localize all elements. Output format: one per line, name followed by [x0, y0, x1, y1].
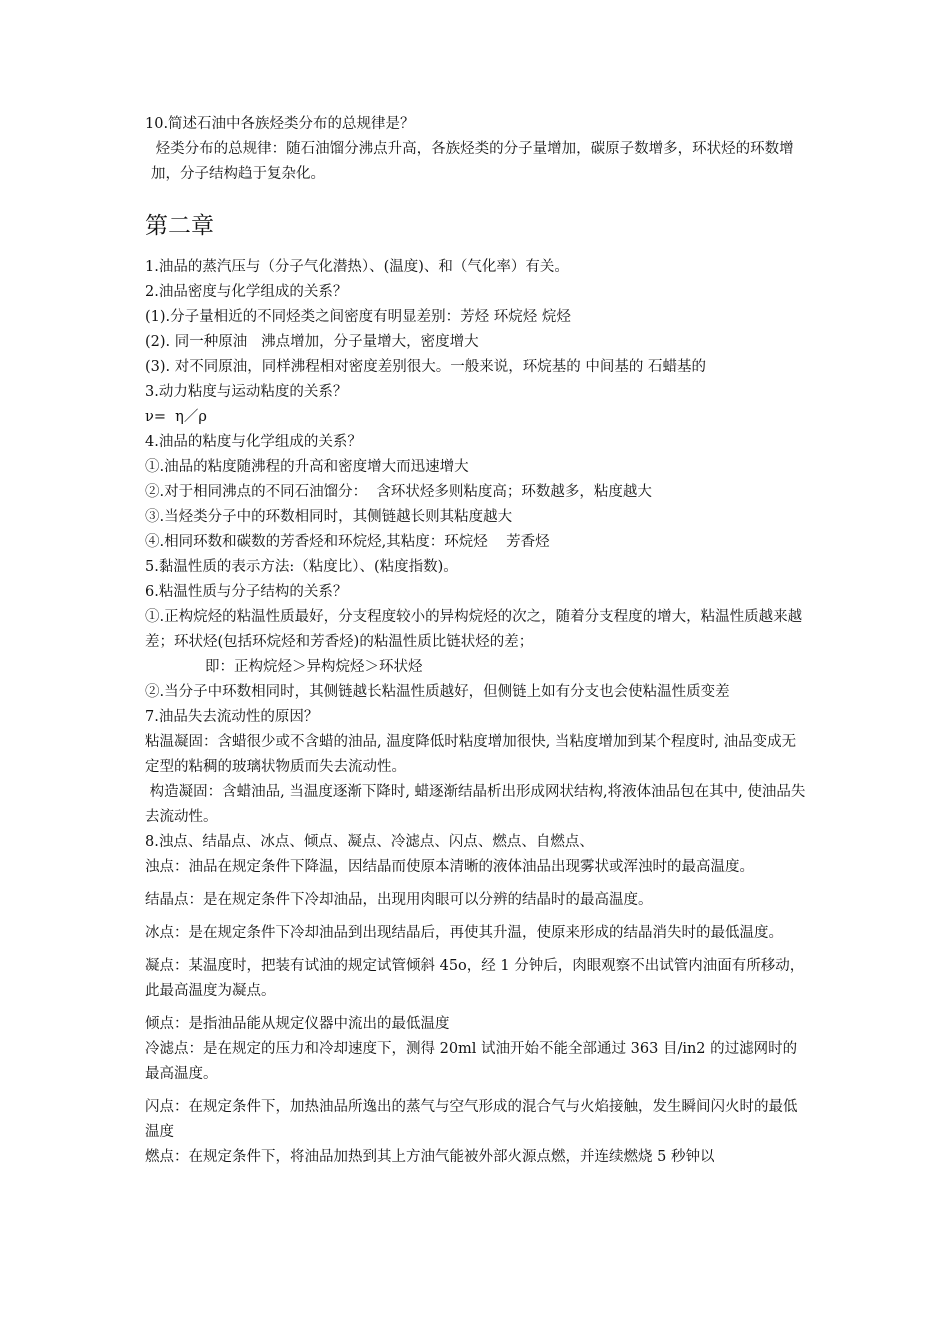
viscosity-temperature-methods: 5.黏温性质的表示方法:（粘度比）、(粘度指数)。 [145, 559, 458, 575]
question-viscosity-structure: 6.粘温性质与分子结构的关系？ [145, 584, 348, 600]
density-point-1: (1).分子量相近的不同烃类之间密度有明显差别：芳烃 环烷烃 烷烃 [145, 309, 571, 325]
viscosity-formula: ν= η／ρ [145, 409, 207, 425]
viscosity-point-3: ③.当烃类分子中的环数相同时，其侧链越长则其粘度越大 [145, 509, 513, 525]
document-page [145, 112, 810, 1170]
viscosity-point-1: ①.油品的粘度随沸程的升高和密度增大而迅速增大 [145, 459, 469, 475]
question-fluidity-loss: 7.油品失去流动性的原因？ [145, 709, 319, 725]
def-cold-filter-point: 冷滤点：是在规定的压力和冷却速度下，测得 20ml 试油开始不能全部通过 363 目/in2 的过滤网时的最高温度。 [145, 1041, 798, 1082]
structure-summary: 即：正构烷烃＞异构烷烃＞环状烃 [205, 659, 423, 675]
question-10: 10.简述石油中各族烃类分布的总规律是？ [145, 116, 415, 132]
viscosity-point-4: ④.相同环数和碳数的芳香烃和环烷烃,其粘度：环烷烃 芳香烃 [145, 534, 550, 550]
chapter-title: 第二章 [145, 213, 214, 239]
def-cloud-point: 浊点：油品在规定条件下降温，因结晶而使原本清晰的液体油品出现雾状或浑浊时的最高温度。 [145, 859, 754, 875]
question-viscosity-relation: 3.动力粘度与运动粘度的关系？ [145, 384, 348, 400]
viscous-solidification: 粘温凝固：含蜡很少或不含蜡的油品, 温度降低时粘度增加很快, 当粘度增加到某个程度时, 油品变成无定型的粘稠的玻璃状物质而失去流动性。 [145, 734, 797, 775]
viscosity-point-2: ②.对于相同沸点的不同石油馏分： 含环状烃多则粘度高；环数越多，粘度越大 [145, 484, 652, 500]
structure-point-1: ①.正构烷烃的粘温性质最好，分支程度较小的异构烷烃的次之，随着分支程度的增大，粘温性质越来越差；环状烃(包括环烷烃和芳香烃)的粘温性质比链状烃的差； [145, 609, 803, 650]
structural-solidification: 构造凝固：含蜡油品, 当温度逐渐下降时, 蜡逐渐结晶析出形成网状结构,将液体油品包在其中, 使油品失去流动性。 [145, 784, 806, 825]
question-viscosity-composition: 4.油品的粘度与化学组成的关系？ [145, 434, 362, 450]
structure-point-2: ②.当分子中环数相同时，其侧链越长粘温性质越好，但侧链上如有分支也会使粘温性质变差 [145, 684, 730, 700]
density-point-3: (3). 对不同原油，同样沸程相对密度差别很大。一般来说，环烷基的 中间基的 石蜡基的 [145, 359, 706, 375]
def-solidification-point: 凝点：某温度时，把装有试油的规定试管倾斜 45o，经 1 分钟后，肉眼观察不出试管内油面有所移动，此最高温度为凝点。 [145, 958, 805, 999]
question-density: 2.油品密度与化学组成的关系？ [145, 284, 348, 300]
answer-10: 烃类分布的总规律：随石油馏分沸点升高，各族烃类的分子量增加，碳原子数增多，环状烃的环数增加，分子结构趋于复杂化。 [151, 141, 794, 182]
def-flash-point: 闪点：在规定条件下，加热油品所逸出的蒸气与空气形成的混合气与火焰接触，发生瞬间闪火时的最低温度 [145, 1099, 798, 1140]
def-pour-point: 倾点：是指油品能从规定仪器中流出的最低温度 [145, 1016, 450, 1032]
question-points-list: 8.浊点、结晶点、冰点、倾点、凝点、冷滤点、闪点、燃点、自燃点、 [145, 834, 594, 850]
def-fire-point: 燃点：在规定条件下，将油品加热到其上方油气能被外部火源点燃，并连续燃烧 5 秒钟以 [145, 1149, 715, 1165]
line-vapor-pressure: 1.油品的蒸汽压与（分子气化潜热）、(温度)、和（气化率）有关。 [145, 259, 569, 275]
density-point-2: (2). 同一种原油 沸点增加，分子量增大，密度增大 [145, 334, 479, 350]
def-crystallization-point: 结晶点：是在规定条件下冷却油品，出现用肉眼可以分辨的结晶时的最高温度。 [145, 892, 653, 908]
def-freezing-point: 冰点：是在规定条件下冷却油品到出现结晶后，再使其升温，使原来形成的结晶消失时的最低温度。 [145, 925, 783, 941]
